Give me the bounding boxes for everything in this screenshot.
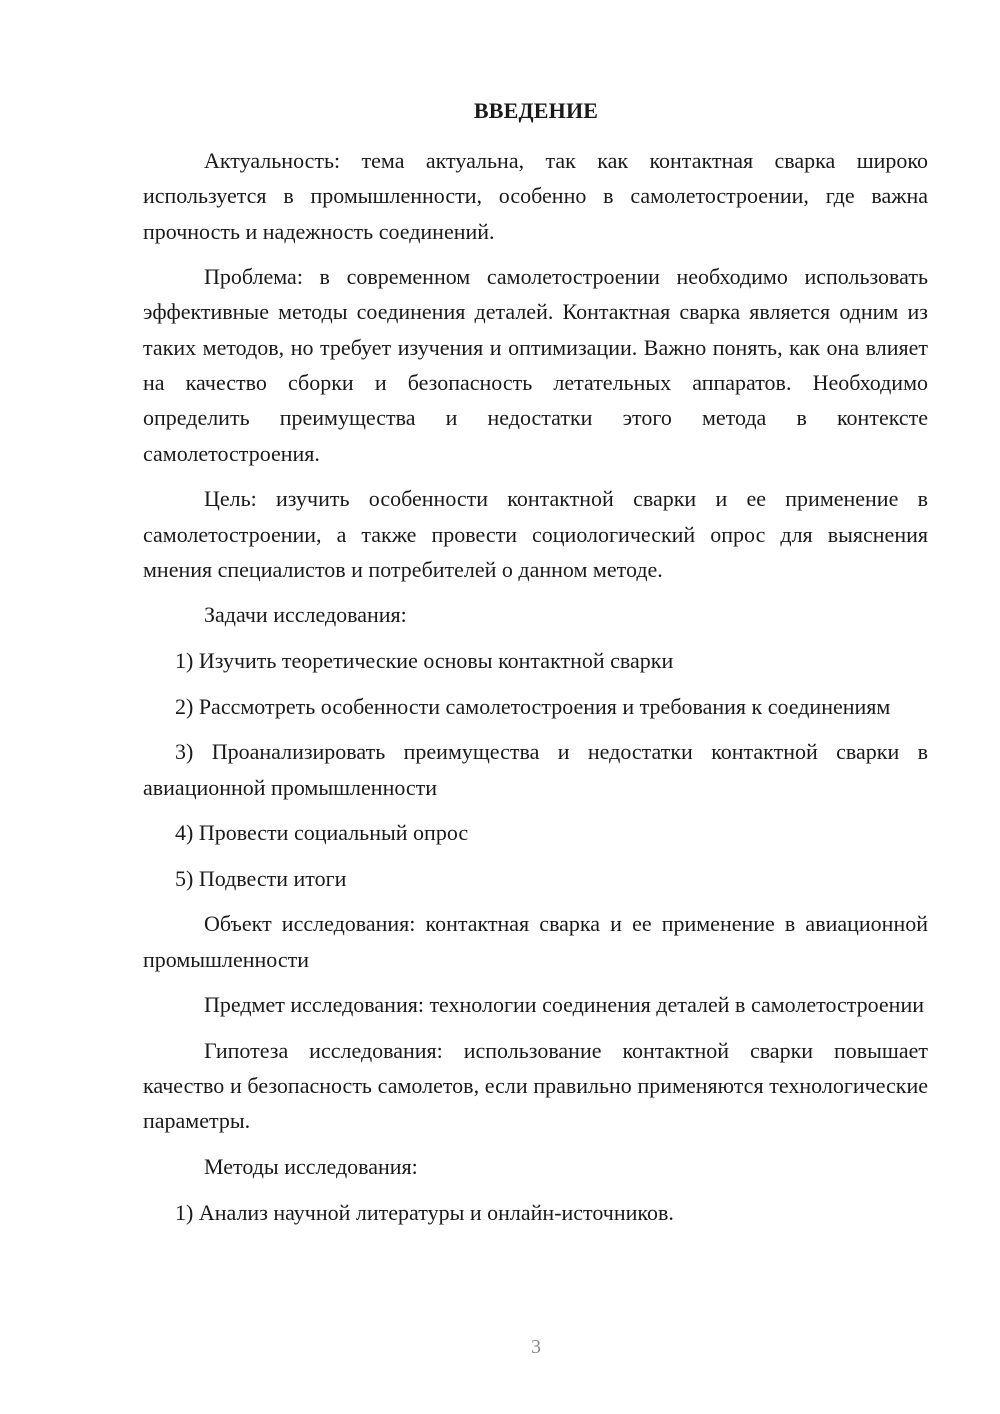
paragraph-tasks-heading: Задачи исследования: bbox=[204, 602, 407, 628]
list-item-task-5: 5) Подвести итоги bbox=[175, 865, 347, 891]
paragraph-subject: Предмет исследования: технологии соединения деталей в самолетостроении bbox=[204, 992, 924, 1018]
page-title: ВВЕДЕНИЕ bbox=[473, 98, 599, 123]
page-number: 3 bbox=[531, 1336, 541, 1358]
paragraph-hypothesis: Гипотеза исследования: использование контактной сварки повышает качество и безопасность самолетов, если правильно применяются технологические параметры. bbox=[143, 1037, 928, 1134]
list-item-method-1: 1) Анализ научной литературы и онлайн-источников. bbox=[175, 1199, 674, 1225]
paragraph-problem: Проблема: в современном самолетостроении необходимо использовать эффективные методы соединения деталей. Контактная сварка является одним из таких методов, но требует изучения и оптимизации. Важно понять, как она влияет на качество сборки и безопасность летательных аппаратов. Необходимо определить преимущества и недостатки этого метода в контексте самолетостроения. bbox=[143, 264, 928, 466]
list-item-task-3: 3) Проанализировать преимущества и недостатки контактной сварки в авиационной промышленности bbox=[143, 739, 928, 800]
list-item-task-4: 4) Провести социальный опрос bbox=[175, 820, 469, 846]
document-body bbox=[143, 143, 928, 1240]
paragraph-methods-heading: Методы исследования: bbox=[204, 1153, 418, 1179]
paragraph-goal: Цель: изучить особенности контактной сварки и ее применение в самолетостроении, а также провести социологический опрос для выяснения мнения специалистов и потребителей о данном методе. bbox=[143, 486, 928, 582]
list-item-task-2: 2) Рассмотреть особенности самолетостроения и требования к соединениям bbox=[175, 693, 891, 719]
paragraph-relevance: Актуальность: тема актуальна, так как контактная сварка широко используется в промышленности, особенно в самолетостроении, где важна прочность и надежность соединений. bbox=[143, 148, 928, 244]
list-item-task-1: 1) Изучить теоретические основы контактной сварки bbox=[175, 648, 674, 674]
paragraph-object: Объект исследования: контактная сварка и ее применение в авиационной промышленности bbox=[143, 911, 928, 972]
